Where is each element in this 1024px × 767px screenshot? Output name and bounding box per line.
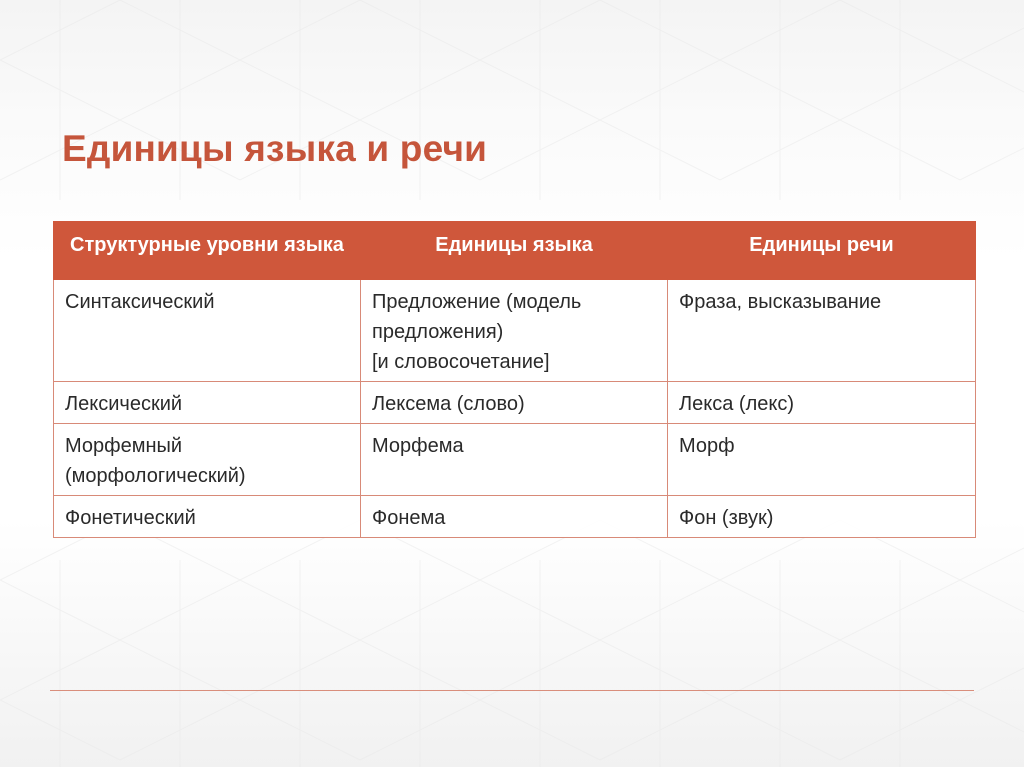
- slide-title: Единицы языка и речи: [62, 128, 488, 169]
- header-speech-units: Единицы речи: [668, 222, 976, 280]
- table-cell: Предложение (модель предложения) [и словосочетание]: [361, 280, 668, 382]
- table-cell: Фон (звук): [668, 496, 976, 538]
- units-table: [53, 221, 976, 538]
- table-cell: Фонетический: [54, 496, 361, 538]
- table-row: [54, 280, 976, 382]
- table-cell: Лексический: [54, 382, 361, 424]
- footer-divider: [50, 690, 974, 691]
- header-levels: Структурные уровни языка: [54, 222, 361, 280]
- table-cell: Лекса (лекс): [668, 382, 976, 424]
- table-cell: Морф: [668, 424, 976, 496]
- table-row: [54, 496, 976, 538]
- table-row: [54, 382, 976, 424]
- table-header-row: [54, 222, 976, 280]
- table-cell: Фраза, высказывание: [668, 280, 976, 382]
- table-cell: Фонема: [361, 496, 668, 538]
- table-cell: Синтаксический: [54, 280, 361, 382]
- header-language-units: Единицы языка: [361, 222, 668, 280]
- table-cell: Морфемный (морфологический): [54, 424, 361, 496]
- table-cell: Морфема: [361, 424, 668, 496]
- table-row: [54, 424, 976, 496]
- table-cell: Лексема (слово): [361, 382, 668, 424]
